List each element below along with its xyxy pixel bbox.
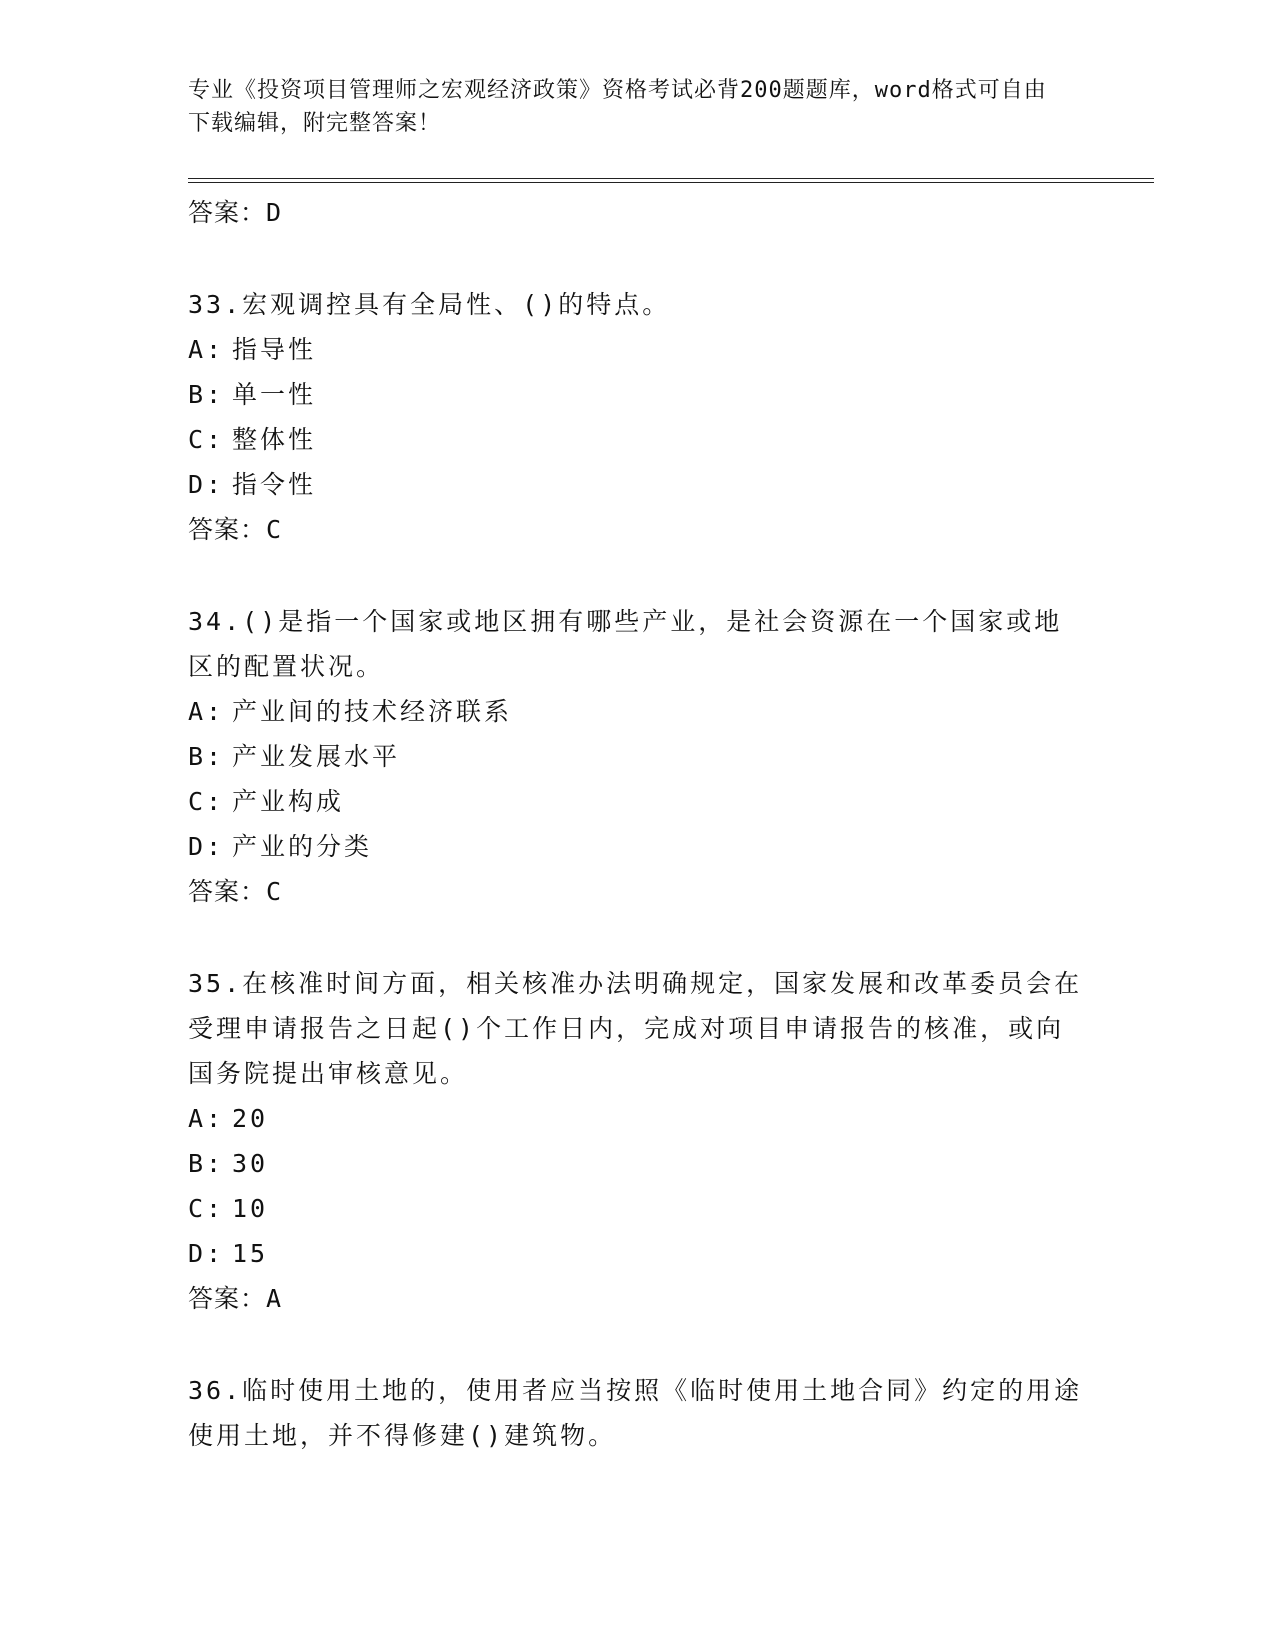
option-key: C:: [188, 425, 225, 454]
option-text: 产业发展水平: [232, 742, 401, 771]
answer-value: C: [266, 877, 283, 906]
question-text: 34.()是指一个国家或地区拥有哪些产业，是社会资源在一个国家或地区的配置状况。: [188, 607, 1063, 681]
option-key: B:: [188, 380, 225, 409]
answer-value: A: [266, 1284, 283, 1313]
option-text: 产业构成: [232, 787, 345, 816]
answer-label: 答案：: [188, 515, 267, 544]
question-block: [188, 1368, 1088, 1458]
option-d: [188, 824, 1088, 869]
option-b: [188, 1141, 1088, 1186]
option-c: [188, 417, 1088, 462]
question-list: [188, 190, 1088, 1458]
question-text: 36.临时使用土地的，使用者应当按照《临时使用土地合同》约定的用途使用土地，并不得修建()建筑物。: [188, 1376, 1083, 1450]
question-block: [188, 282, 1088, 552]
option-key: A:: [188, 697, 225, 726]
option-text: 产业间的技术经济联系: [232, 697, 513, 726]
question-text: 33.宏观调控具有全局性、()的特点。: [188, 290, 671, 319]
option-text: 20: [232, 1104, 269, 1133]
answer-line: [188, 190, 1088, 235]
spacer: [188, 1321, 1088, 1368]
option-d: [188, 462, 1088, 507]
option-text: 单一性: [232, 380, 317, 409]
question-block: [188, 961, 1088, 1321]
option-text: 指令性: [232, 470, 317, 499]
page-header: 专业《投资项目管理师之宏观经济政策》资格考试必背200题题库，word格式可自由下载编辑，附完整答案！: [188, 78, 1047, 136]
option-text: 15: [232, 1239, 269, 1268]
option-a: [188, 689, 1088, 734]
option-b: [188, 372, 1088, 417]
answer-line: [188, 1276, 1088, 1321]
option-key: C:: [188, 1194, 225, 1223]
option-key: B:: [188, 1149, 225, 1178]
spacer: [188, 235, 1088, 282]
option-c: [188, 1186, 1088, 1231]
question-block: [188, 599, 1088, 914]
option-b: [188, 734, 1088, 779]
answer-label: 答案：: [188, 877, 267, 906]
option-key: D:: [188, 832, 225, 861]
header-divider-double: [188, 182, 1154, 183]
option-key: C:: [188, 787, 225, 816]
option-text: 指导性: [232, 335, 317, 364]
option-text: 产业的分类: [232, 832, 373, 861]
option-key: D:: [188, 470, 225, 499]
option-a: [188, 1096, 1088, 1141]
answer-value: D: [266, 198, 283, 227]
option-text: 整体性: [232, 425, 317, 454]
question-text: 35.在核准时间方面，相关核准办法明确规定，国家发展和改革委员会在受理申请报告之日起()个工作日内，完成对项目申请报告的核准，或向国务院提出审核意见。: [188, 969, 1083, 1088]
spacer: [188, 914, 1088, 961]
option-d: [188, 1231, 1088, 1276]
option-key: B:: [188, 742, 225, 771]
option-key: A:: [188, 335, 225, 364]
option-key: D:: [188, 1239, 225, 1268]
answer-label: 答案：: [188, 198, 267, 227]
option-c: [188, 779, 1088, 824]
answer-value: C: [266, 515, 283, 544]
spacer: [188, 552, 1088, 599]
answer-line: [188, 507, 1088, 552]
option-a: [188, 327, 1088, 372]
header-divider: [188, 178, 1154, 179]
option-text: 10: [232, 1194, 269, 1223]
option-text: 30: [232, 1149, 269, 1178]
answer-line: [188, 869, 1088, 914]
answer-label: 答案：: [188, 1284, 267, 1313]
option-key: A:: [188, 1104, 225, 1133]
